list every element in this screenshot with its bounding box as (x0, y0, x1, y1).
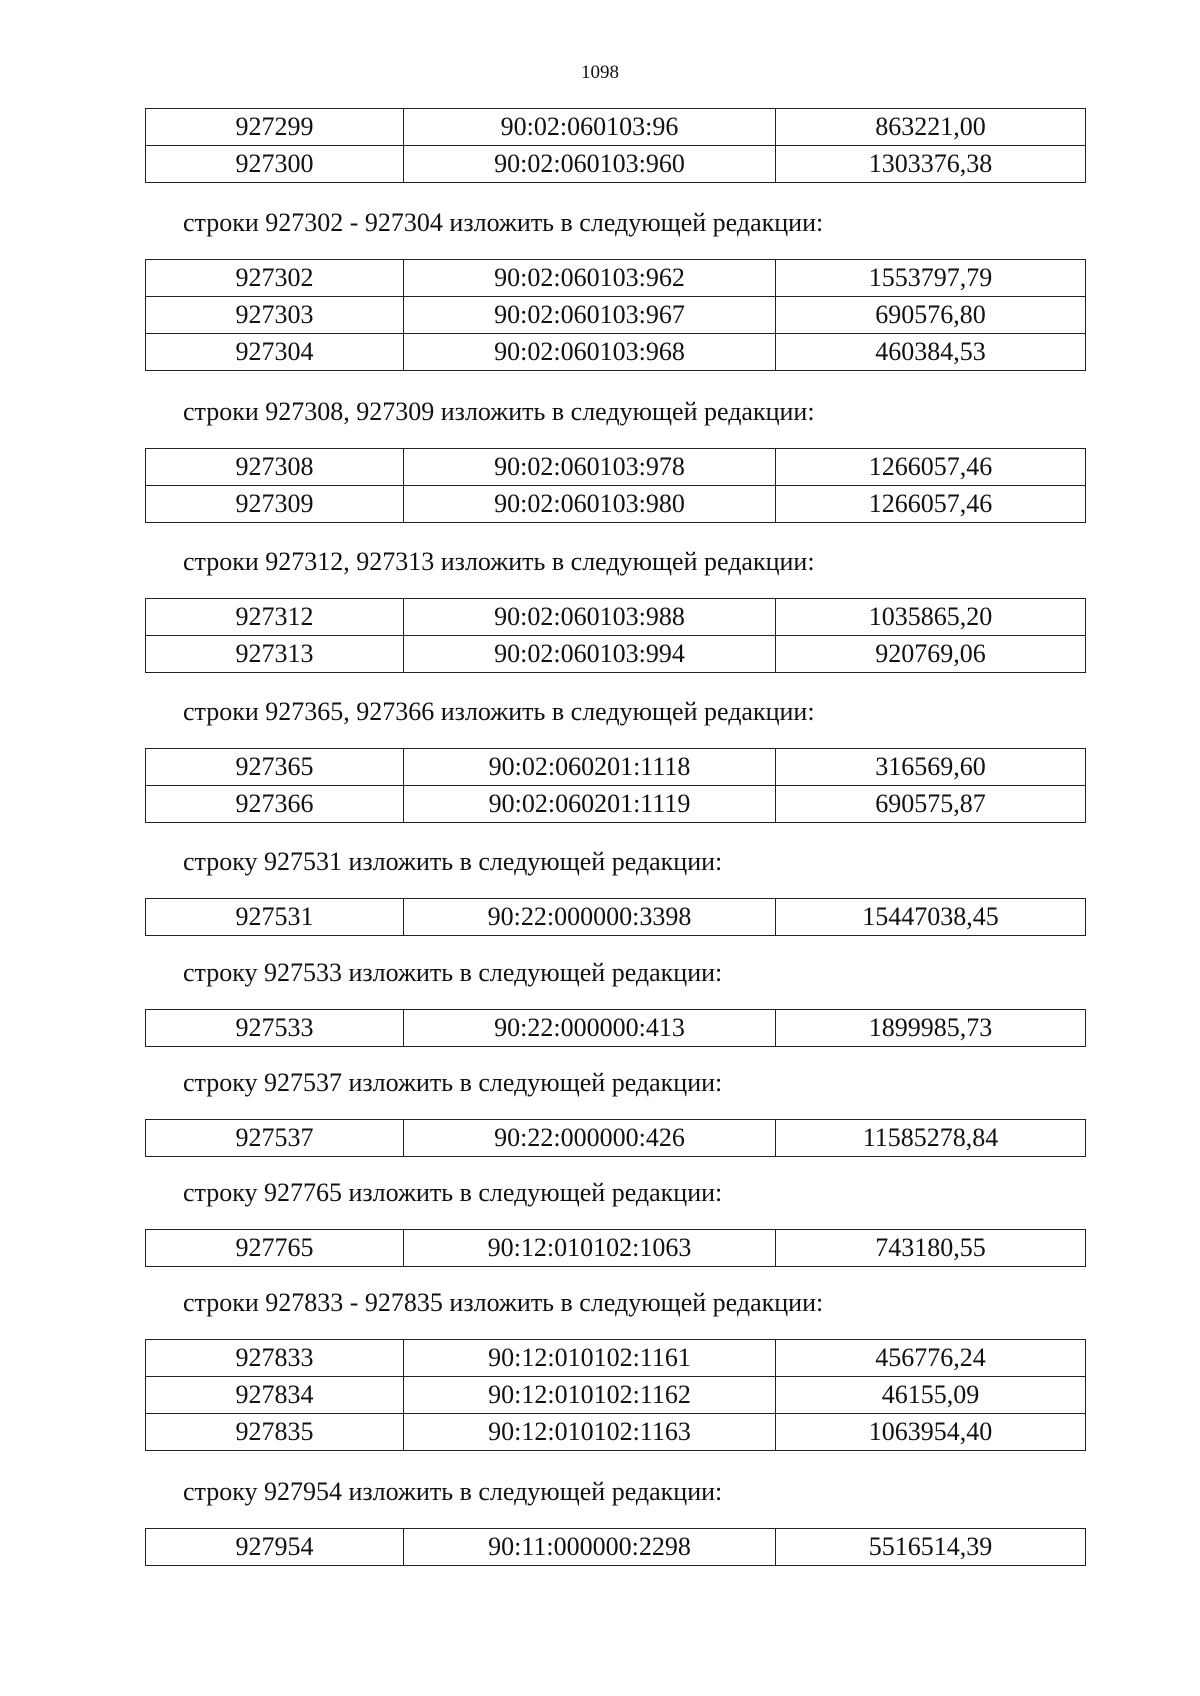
row-number-cell: 927312 (146, 599, 404, 636)
amendment-table (145, 898, 1086, 936)
row-number-cell: 927365 (146, 749, 404, 786)
cadastral-number-cell: 90:22:000000:3398 (404, 899, 776, 936)
table-row (146, 1120, 1086, 1157)
table-row (146, 749, 1086, 786)
cadastral-number-cell: 90:02:060201:1118 (404, 749, 776, 786)
amendment-caption: строки 927365, 927366 изложить в следующей редакции: (183, 697, 815, 726)
cadastral-number-cell: 90:02:060103:962 (404, 260, 776, 297)
value-cell: 863221,00 (776, 109, 1086, 146)
cadastral-number-cell: 90:22:000000:413 (404, 1010, 776, 1047)
value-cell: 1063954,40 (776, 1414, 1086, 1451)
table-row (146, 449, 1086, 486)
amendment-table (145, 1528, 1086, 1566)
row-number-cell: 927313 (146, 636, 404, 673)
row-number-cell: 927299 (146, 109, 404, 146)
row-number-cell: 927300 (146, 146, 404, 183)
table-row (146, 334, 1086, 371)
row-number-cell: 927308 (146, 449, 404, 486)
value-cell: 5516514,39 (776, 1529, 1086, 1566)
value-cell: 456776,24 (776, 1340, 1086, 1377)
amendment-caption: строки 927312, 927313 изложить в следующей редакции: (183, 547, 815, 576)
amendment-caption: строку 927954 изложить в следующей редакции: (183, 1477, 723, 1506)
table-row (146, 1529, 1086, 1566)
amendment-table (145, 748, 1086, 823)
value-cell: 1266057,46 (776, 486, 1086, 523)
value-cell: 1899985,73 (776, 1010, 1086, 1047)
cadastral-number-cell: 90:02:060103:967 (404, 297, 776, 334)
amendment-table (145, 1009, 1086, 1047)
cadastral-number-cell: 90:02:060103:96 (404, 109, 776, 146)
value-cell: 316569,60 (776, 749, 1086, 786)
table-row (146, 146, 1086, 183)
cadastral-number-cell: 90:12:010102:1163 (404, 1414, 776, 1451)
amendment-caption: строку 927537 изложить в следующей редакции: (183, 1068, 723, 1097)
table-row (146, 636, 1086, 673)
amendment-caption: строку 927531 изложить в следующей редакции: (183, 847, 723, 876)
amendment-table (145, 1229, 1086, 1267)
table-row (146, 297, 1086, 334)
table-row (146, 599, 1086, 636)
value-cell: 690576,80 (776, 297, 1086, 334)
cadastral-number-cell: 90:02:060103:994 (404, 636, 776, 673)
cadastral-number-cell: 90:12:010102:1063 (404, 1230, 776, 1267)
amendment-caption: строки 927833 - 927835 изложить в следующей редакции: (183, 1288, 824, 1317)
value-cell: 1035865,20 (776, 599, 1086, 636)
cadastral-number-cell: 90:02:060103:968 (404, 334, 776, 371)
amendment-table (145, 1339, 1086, 1451)
cadastral-number-cell: 90:02:060201:1119 (404, 786, 776, 823)
value-cell: 743180,55 (776, 1230, 1086, 1267)
table-row (146, 1230, 1086, 1267)
cadastral-number-cell: 90:12:010102:1161 (404, 1340, 776, 1377)
row-number-cell: 927765 (146, 1230, 404, 1267)
row-number-cell: 927537 (146, 1120, 404, 1157)
table-row (146, 786, 1086, 823)
cadastral-number-cell: 90:11:000000:2298 (404, 1529, 776, 1566)
table-row (146, 1414, 1086, 1451)
table-row (146, 486, 1086, 523)
table-row (146, 109, 1086, 146)
amendment-table (145, 598, 1086, 673)
value-cell: 46155,09 (776, 1377, 1086, 1414)
amendment-table (145, 259, 1086, 371)
amendment-caption: строки 927302 - 927304 изложить в следующей редакции: (183, 208, 824, 237)
row-number-cell: 927302 (146, 260, 404, 297)
row-number-cell: 927835 (146, 1414, 404, 1451)
row-number-cell: 927954 (146, 1529, 404, 1566)
amendment-table (145, 448, 1086, 523)
value-cell: 1553797,79 (776, 260, 1086, 297)
row-number-cell: 927531 (146, 899, 404, 936)
value-cell: 690575,87 (776, 786, 1086, 823)
row-number-cell: 927533 (146, 1010, 404, 1047)
value-cell: 1266057,46 (776, 449, 1086, 486)
cadastral-number-cell: 90:12:010102:1162 (404, 1377, 776, 1414)
table-row (146, 1377, 1086, 1414)
amendment-caption: строку 927765 изложить в следующей редакции: (183, 1178, 723, 1207)
cadastral-number-cell: 90:02:060103:988 (404, 599, 776, 636)
cadastral-number-cell: 90:02:060103:978 (404, 449, 776, 486)
row-number-cell: 927309 (146, 486, 404, 523)
row-number-cell: 927303 (146, 297, 404, 334)
value-cell: 920769,06 (776, 636, 1086, 673)
row-number-cell: 927304 (146, 334, 404, 371)
amendment-caption: строки 927308, 927309 изложить в следующей редакции: (183, 397, 815, 426)
table-row (146, 260, 1086, 297)
value-cell: 15447038,45 (776, 899, 1086, 936)
page-number: 1098 (581, 62, 619, 83)
cadastral-number-cell: 90:22:000000:426 (404, 1120, 776, 1157)
cadastral-number-cell: 90:02:060103:980 (404, 486, 776, 523)
row-number-cell: 927834 (146, 1377, 404, 1414)
table-row (146, 899, 1086, 936)
amendment-table (145, 108, 1086, 183)
amendment-caption: строку 927533 изложить в следующей редакции: (183, 958, 723, 987)
table-row (146, 1340, 1086, 1377)
table-row (146, 1010, 1086, 1047)
value-cell: 1303376,38 (776, 146, 1086, 183)
row-number-cell: 927833 (146, 1340, 404, 1377)
cadastral-number-cell: 90:02:060103:960 (404, 146, 776, 183)
value-cell: 460384,53 (776, 334, 1086, 371)
value-cell: 11585278,84 (776, 1120, 1086, 1157)
amendment-table (145, 1119, 1086, 1157)
row-number-cell: 927366 (146, 786, 404, 823)
